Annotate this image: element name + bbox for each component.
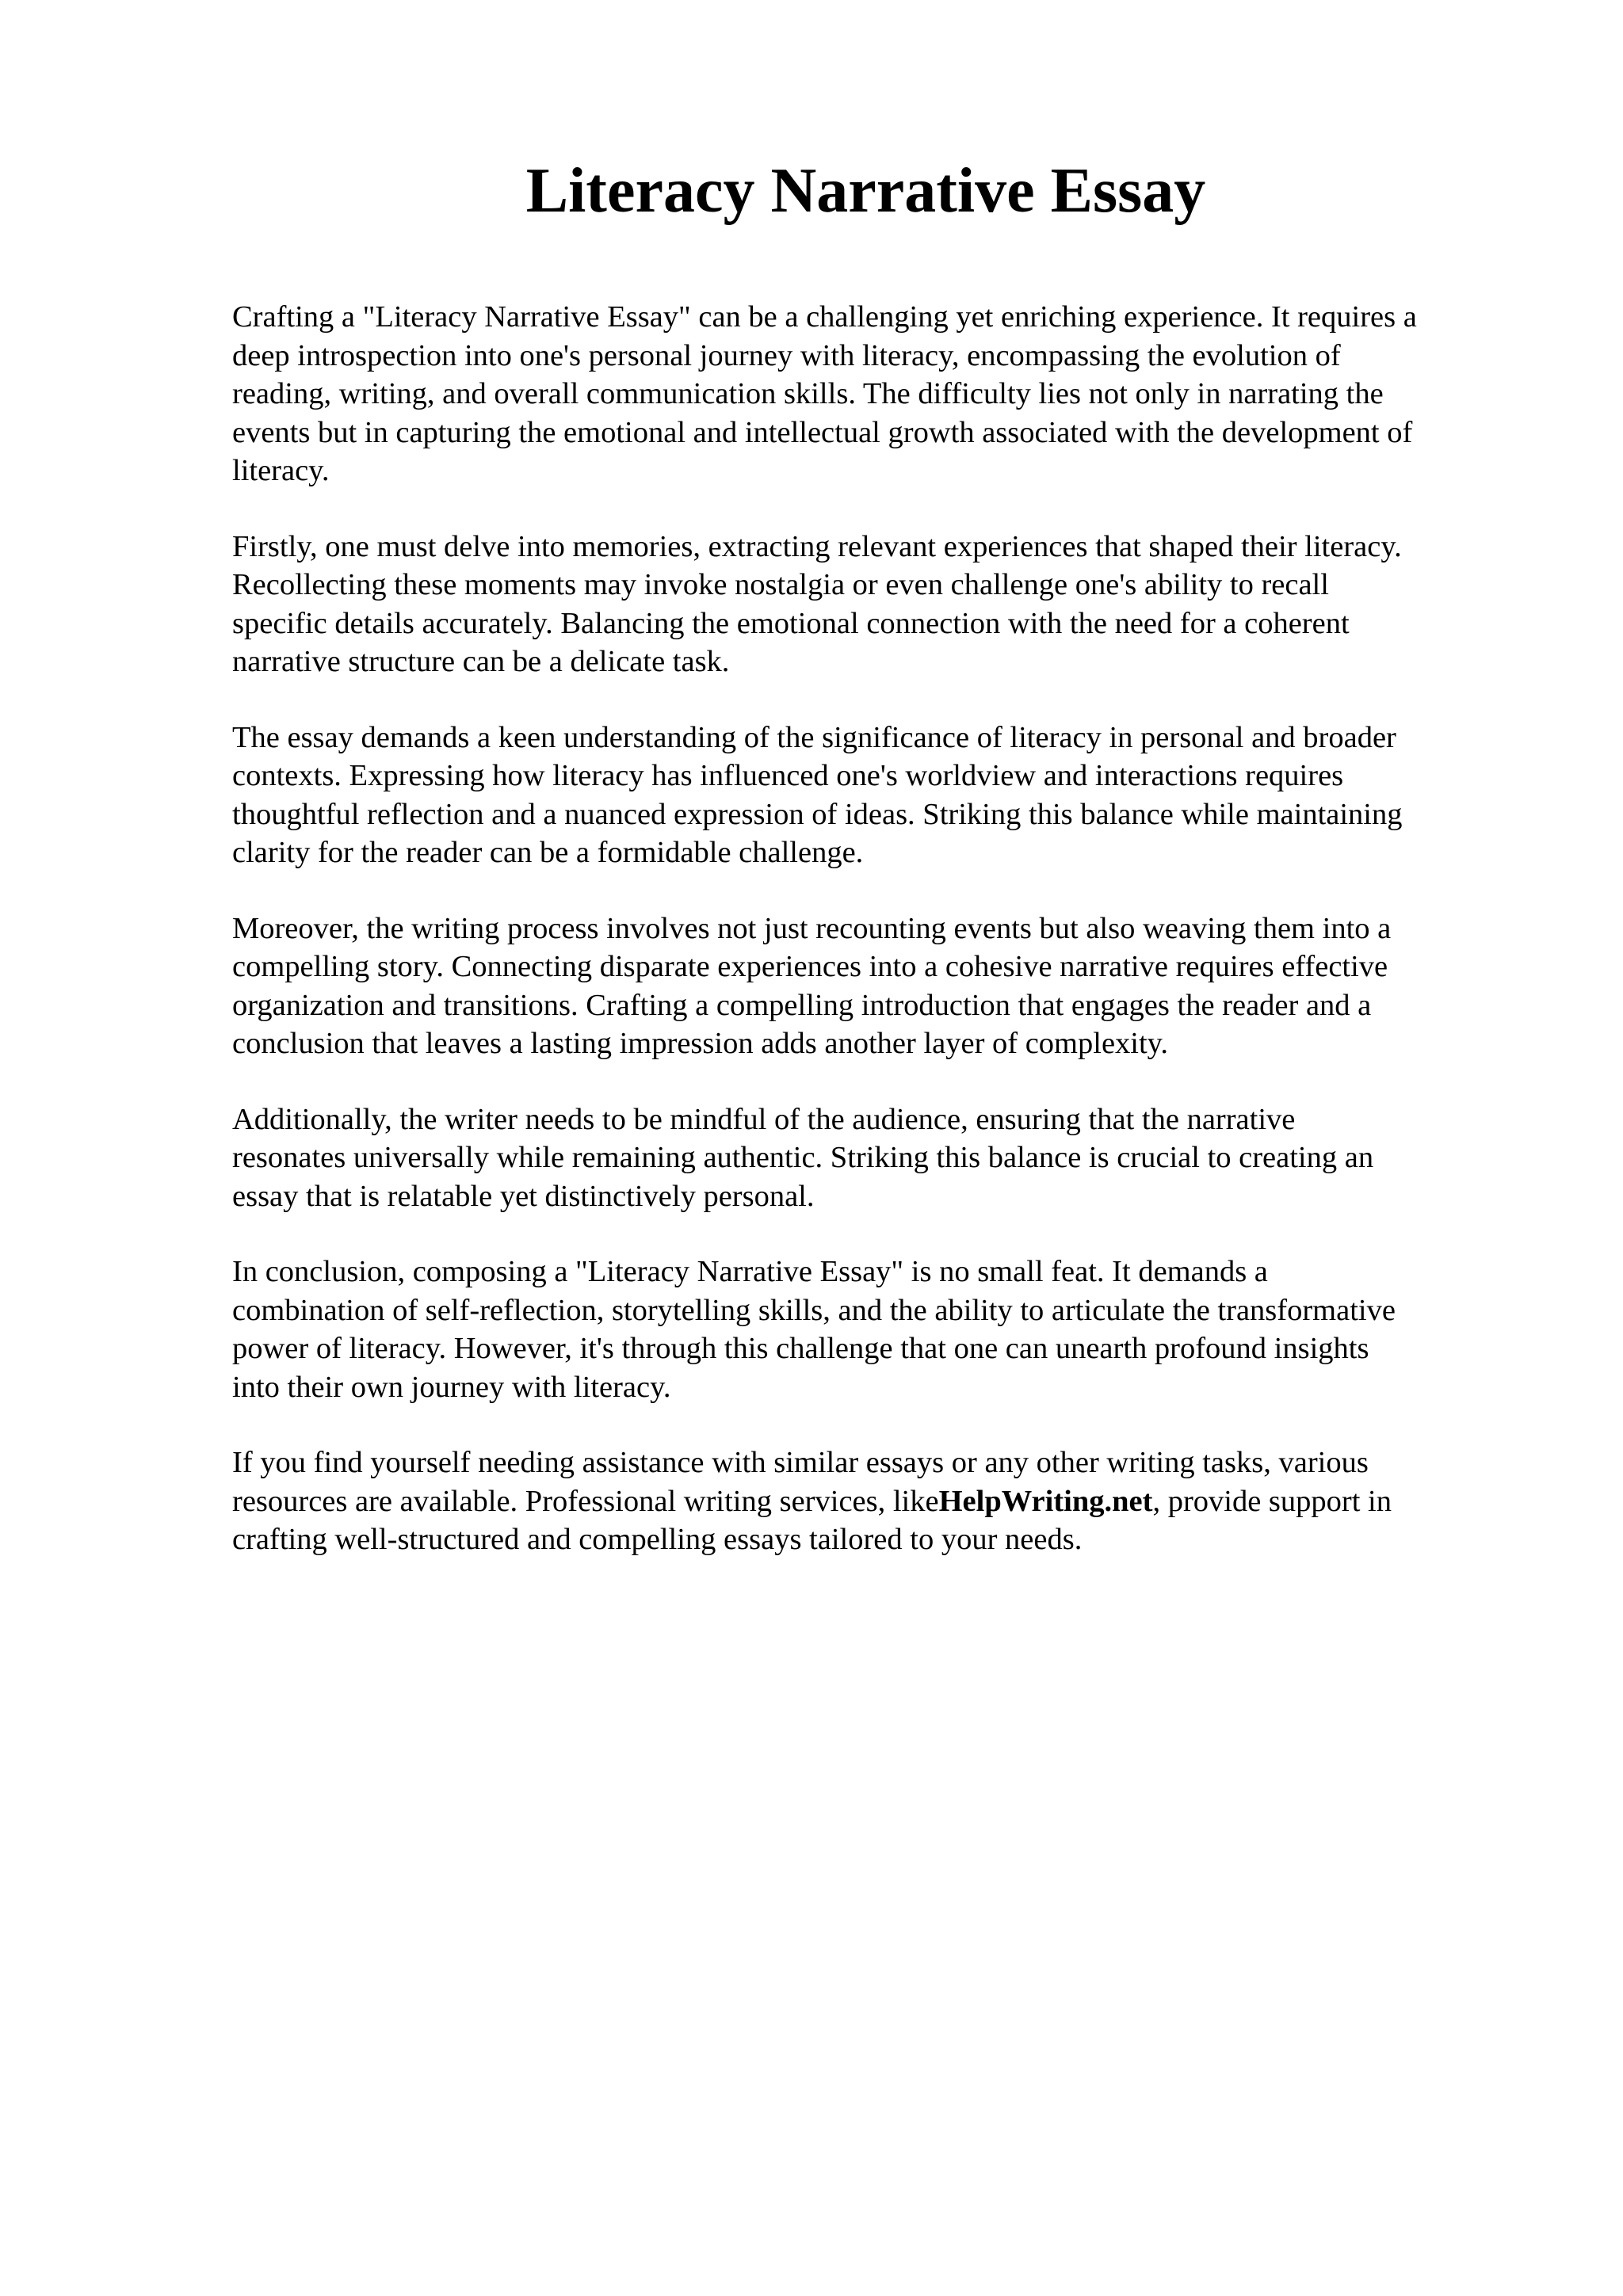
- text-line: literacy.: [232, 454, 330, 487]
- helpwriting-link[interactable]: HelpWriting.net: [938, 1484, 1153, 1518]
- text-fragment: resources are available. Professional writing services, like: [232, 1484, 939, 1518]
- text-line: events but in capturing the emotional and intellectual growth associated with the development of: [232, 415, 1413, 449]
- text-line: Moreover, the writing process involves not just recounting events but also weaving them into a: [232, 911, 1392, 945]
- text-line-with-link: [232, 1482, 1532, 1521]
- text-line: In conclusion, composing a "Literacy Narrative Essay" is no small feat. It demands a: [232, 1255, 1268, 1288]
- text-fragment: , provide support in: [1152, 1484, 1392, 1518]
- text-line: contexts. Expressing how literacy has influenced one's worldview and interactions requires: [232, 759, 1344, 792]
- text-line: reading, writing, and overall communication skills. The difficulty lies not only in narrating the: [232, 377, 1384, 410]
- text-line: thoughtful reflection and a nuanced expression of ideas. Striking this balance while maintaining: [232, 797, 1403, 831]
- text-line: Additionally, the writer needs to be mindful of the audience, ensuring that the narrative: [232, 1102, 1296, 1136]
- paragraph-moreover: [232, 910, 1532, 1063]
- paragraph-conclusion: [232, 1253, 1532, 1406]
- text-line: clarity for the reader can be a formidable challenge.: [232, 836, 864, 869]
- text-line: resonates universally while remaining authentic. Striking this balance is crucial to creating an: [232, 1141, 1374, 1174]
- text-line: Recollecting these moments may invoke nostalgia or even challenge one's ability to recall: [232, 568, 1329, 601]
- text-line: Firstly, one must delve into memories, extracting relevant experiences that shaped their literacy.: [232, 529, 1402, 563]
- text-line: essay that is relatable yet distinctively personal.: [232, 1179, 815, 1213]
- text-line: The essay demands a keen understanding of the significance of literacy in personal and broader: [232, 720, 1396, 754]
- text-line: organization and transitions. Crafting a compelling introduction that engages the reader and a: [232, 988, 1372, 1022]
- text-line: compelling story. Connecting disparate experiences into a cohesive narrative requires effective: [232, 950, 1388, 983]
- text-line: If you find yourself needing assistance with similar essays or any other writing tasks, various: [232, 1446, 1369, 1479]
- paragraph-closing: [232, 1444, 1532, 1559]
- paragraph-significance: [232, 719, 1532, 872]
- paragraph-additionally: [232, 1100, 1532, 1216]
- text-line: power of literacy. However, it's through this challenge that one can unearth profound insights: [232, 1332, 1369, 1365]
- text-line: narrative structure can be a delicate task.: [232, 645, 730, 678]
- text-line: specific details accurately. Balancing the emotional connection with the need for a coherent: [232, 606, 1350, 640]
- document-body: [232, 298, 1532, 1596]
- text-line: into their own journey with literacy.: [232, 1370, 671, 1404]
- text-line: deep introspection into one's personal journey with literacy, encompassing the evolution of: [232, 338, 1341, 372]
- text-line: conclusion that leaves a lasting impression adds another layer of complexity.: [232, 1027, 1169, 1060]
- page-title: Literacy Narrative Essay: [525, 156, 1206, 226]
- text-line: crafting well-structured and compelling essays tailored to your needs.: [232, 1523, 1083, 1556]
- text-line: combination of self-reflection, storytelling skills, and the ability to articulate the transformative: [232, 1293, 1396, 1327]
- paragraph-intro: [232, 298, 1532, 490]
- paragraph-firstly: [232, 528, 1532, 681]
- text-line: Crafting a "Literacy Narrative Essay" can be a challenging yet enriching experience. It requires a: [232, 300, 1417, 334]
